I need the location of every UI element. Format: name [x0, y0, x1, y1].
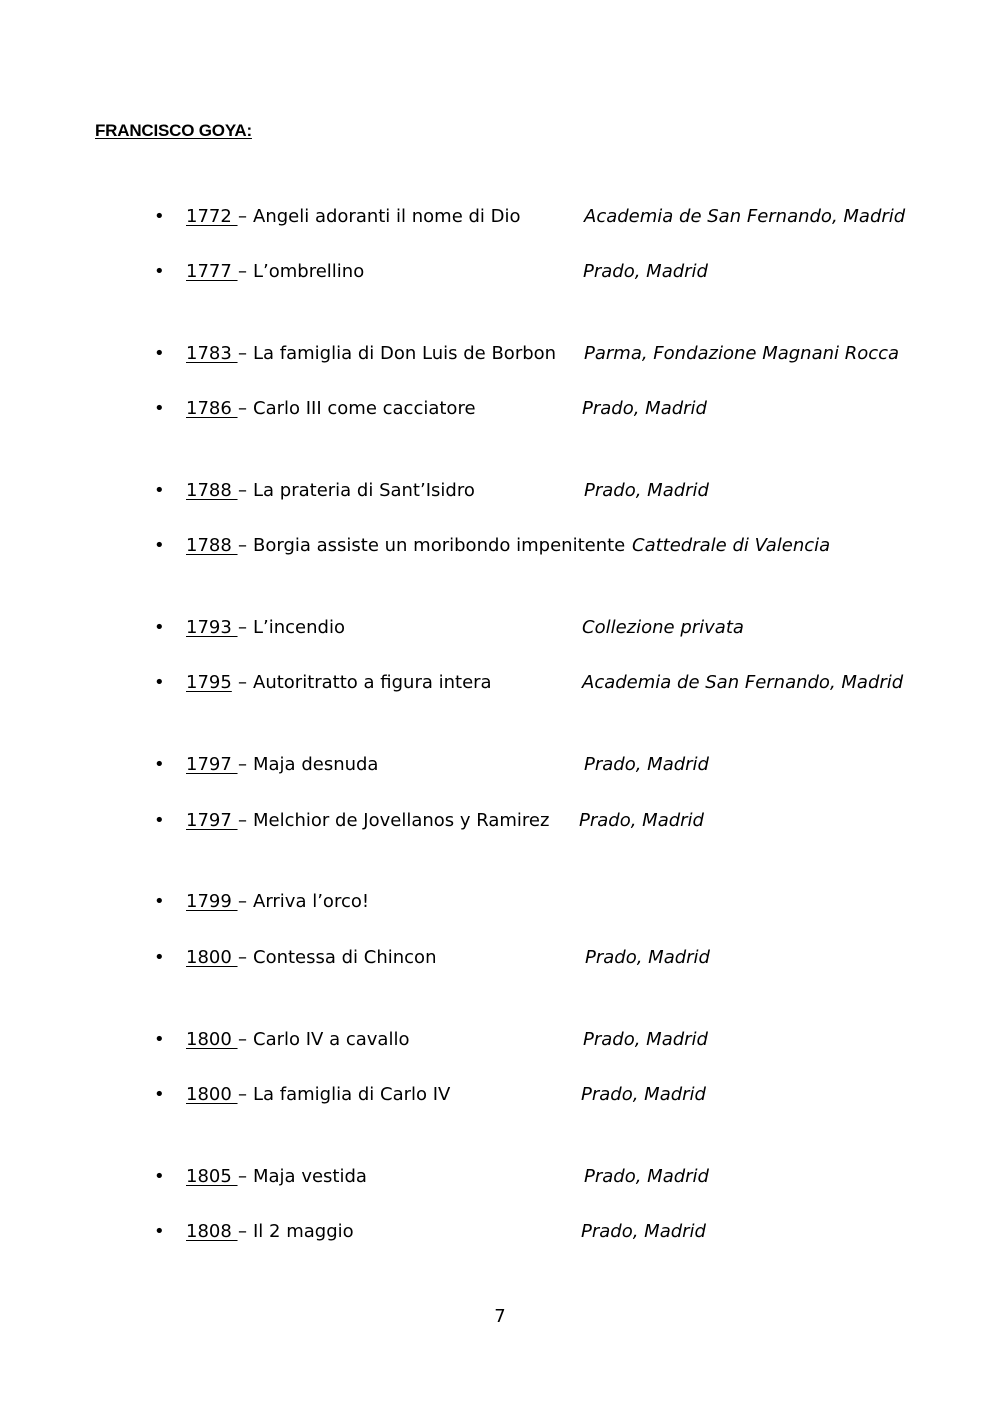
artwork-title: La famiglia di Carlo IV [253, 1084, 451, 1105]
bullet-icon: • [154, 343, 165, 364]
artwork-title: Melchior de Jovellanos y Ramirez [253, 810, 550, 831]
list-item [154, 889, 954, 915]
artwork-title-line [238, 533, 625, 559]
list-item [154, 808, 954, 834]
artwork-year: 1777 [186, 261, 238, 282]
artwork-title: Maja desnuda [253, 754, 379, 775]
artwork-title: Borgia assiste un moribondo impenitente [253, 535, 626, 556]
dash-separator: – [238, 891, 247, 912]
artwork-title-line [238, 752, 378, 778]
list-item [154, 945, 954, 971]
artwork-title: Maja vestida [253, 1166, 367, 1187]
list-item [154, 533, 954, 559]
list-item [154, 752, 954, 778]
artwork-location: Parma, Fondazione Magnani Rocca [584, 343, 900, 364]
dash-separator: – [238, 1084, 247, 1105]
dash-separator: – [238, 261, 247, 282]
bullet-icon: • [154, 617, 165, 638]
artwork-title: L’incendio [253, 617, 345, 638]
list-item [154, 1164, 954, 1190]
artwork-year: 1793 [186, 617, 238, 638]
artwork-title-line [238, 341, 556, 367]
bullet-icon: • [154, 891, 165, 912]
list-item [154, 1027, 954, 1053]
artwork-location: Academia de San Fernando, Madrid [584, 206, 906, 227]
dash-separator: – [238, 754, 247, 775]
artwork-year: 1786 [186, 398, 238, 419]
artwork-title: Carlo III come cacciatore [253, 398, 476, 419]
artwork-location: Prado, Madrid [583, 1029, 708, 1050]
artwork-year: 1800 [186, 1029, 238, 1050]
artwork-title: Arriva l’orco! [253, 891, 370, 912]
artwork-year: 1788 [186, 535, 238, 556]
list-item [154, 204, 954, 230]
artwork-title-line [238, 204, 521, 230]
artwork-year: 1797 [186, 754, 238, 775]
list-item [154, 341, 954, 367]
artwork-year: 1797 [186, 810, 238, 831]
artwork-title: Angeli adoranti il nome di Dio [253, 206, 521, 227]
artwork-year: 1800 [186, 1084, 238, 1105]
artwork-title: Autoritratto a figura intera [253, 672, 492, 693]
list-item [154, 615, 954, 641]
bullet-icon: • [154, 261, 165, 282]
list-item [154, 396, 954, 422]
bullet-icon: • [154, 206, 165, 227]
artwork-location: Prado, Madrid [581, 1221, 706, 1242]
artwork-title: La prateria di Sant’Isidro [253, 480, 475, 501]
dash-separator: – [238, 1166, 247, 1187]
list-item [154, 670, 954, 696]
bullet-icon: • [154, 535, 165, 556]
dash-separator: – [238, 672, 247, 693]
artwork-title-line [238, 1027, 409, 1053]
page-heading: FRANCISCO GOYA: [95, 121, 252, 140]
artwork-title-line [238, 615, 345, 641]
artwork-title-line [238, 945, 436, 971]
artwork-title-line [238, 1164, 367, 1190]
dash-separator: – [238, 810, 247, 831]
dash-separator: – [238, 480, 247, 501]
artwork-location: Cattedrale di Valencia [632, 535, 831, 556]
artwork-title-line [238, 1219, 354, 1245]
dash-separator: – [238, 1029, 247, 1050]
artwork-location: Collezione privata [582, 617, 744, 638]
artwork-title-line [238, 889, 369, 915]
artwork-location: Prado, Madrid [584, 480, 709, 501]
bullet-icon: • [154, 1084, 165, 1105]
dash-separator: – [238, 535, 247, 556]
artwork-location: Prado, Madrid [583, 261, 708, 282]
artwork-title-line [238, 259, 364, 285]
bullet-icon: • [154, 480, 165, 501]
artwork-year: 1805 [186, 1166, 238, 1187]
bullet-icon: • [154, 947, 165, 968]
bullet-icon: • [154, 672, 165, 693]
bullet-icon: • [154, 1221, 165, 1242]
dash-separator: – [238, 947, 247, 968]
page-number: 7 [494, 1306, 506, 1327]
dash-separator: – [238, 206, 247, 227]
artwork-location: Prado, Madrid [585, 947, 710, 968]
artwork-location: Prado, Madrid [581, 1084, 706, 1105]
bullet-icon: • [154, 398, 165, 419]
artwork-location: Academia de San Fernando, Madrid [582, 672, 904, 693]
artwork-location: Prado, Madrid [579, 810, 704, 831]
list-item [154, 259, 954, 285]
bullet-icon: • [154, 1166, 165, 1187]
list-item [154, 1219, 954, 1245]
artwork-year: 1772 [186, 206, 238, 227]
artwork-location: Prado, Madrid [584, 754, 709, 775]
artwork-title-line [238, 1082, 450, 1108]
artwork-year: 1808 [186, 1221, 238, 1242]
list-item [154, 478, 954, 504]
artwork-year: 1788 [186, 480, 238, 501]
artwork-year: 1800 [186, 947, 238, 968]
artwork-location: Prado, Madrid [584, 1166, 709, 1187]
dash-separator: – [238, 617, 247, 638]
artwork-title-line [238, 808, 549, 834]
artwork-title: Il 2 maggio [253, 1221, 354, 1242]
artwork-location: Prado, Madrid [582, 398, 707, 419]
artwork-title-line [238, 396, 476, 422]
bullet-icon: • [154, 1029, 165, 1050]
dash-separator: – [238, 1221, 247, 1242]
artwork-title: L’ombrellino [253, 261, 365, 282]
bullet-icon: • [154, 810, 165, 831]
artwork-title: Carlo IV a cavallo [253, 1029, 410, 1050]
artwork-title: La famiglia di Don Luis de Borbon [253, 343, 557, 364]
dash-separator: – [238, 343, 247, 364]
artwork-title-line [238, 478, 475, 504]
artwork-year: 1783 [186, 343, 238, 364]
artwork-title-line [238, 670, 492, 696]
bullet-icon: • [154, 754, 165, 775]
artwork-year: 1799 [186, 891, 238, 912]
dash-separator: – [238, 398, 247, 419]
artwork-year: 1795 [186, 672, 232, 693]
list-item [154, 1082, 954, 1108]
artwork-title: Contessa di Chincon [253, 947, 437, 968]
